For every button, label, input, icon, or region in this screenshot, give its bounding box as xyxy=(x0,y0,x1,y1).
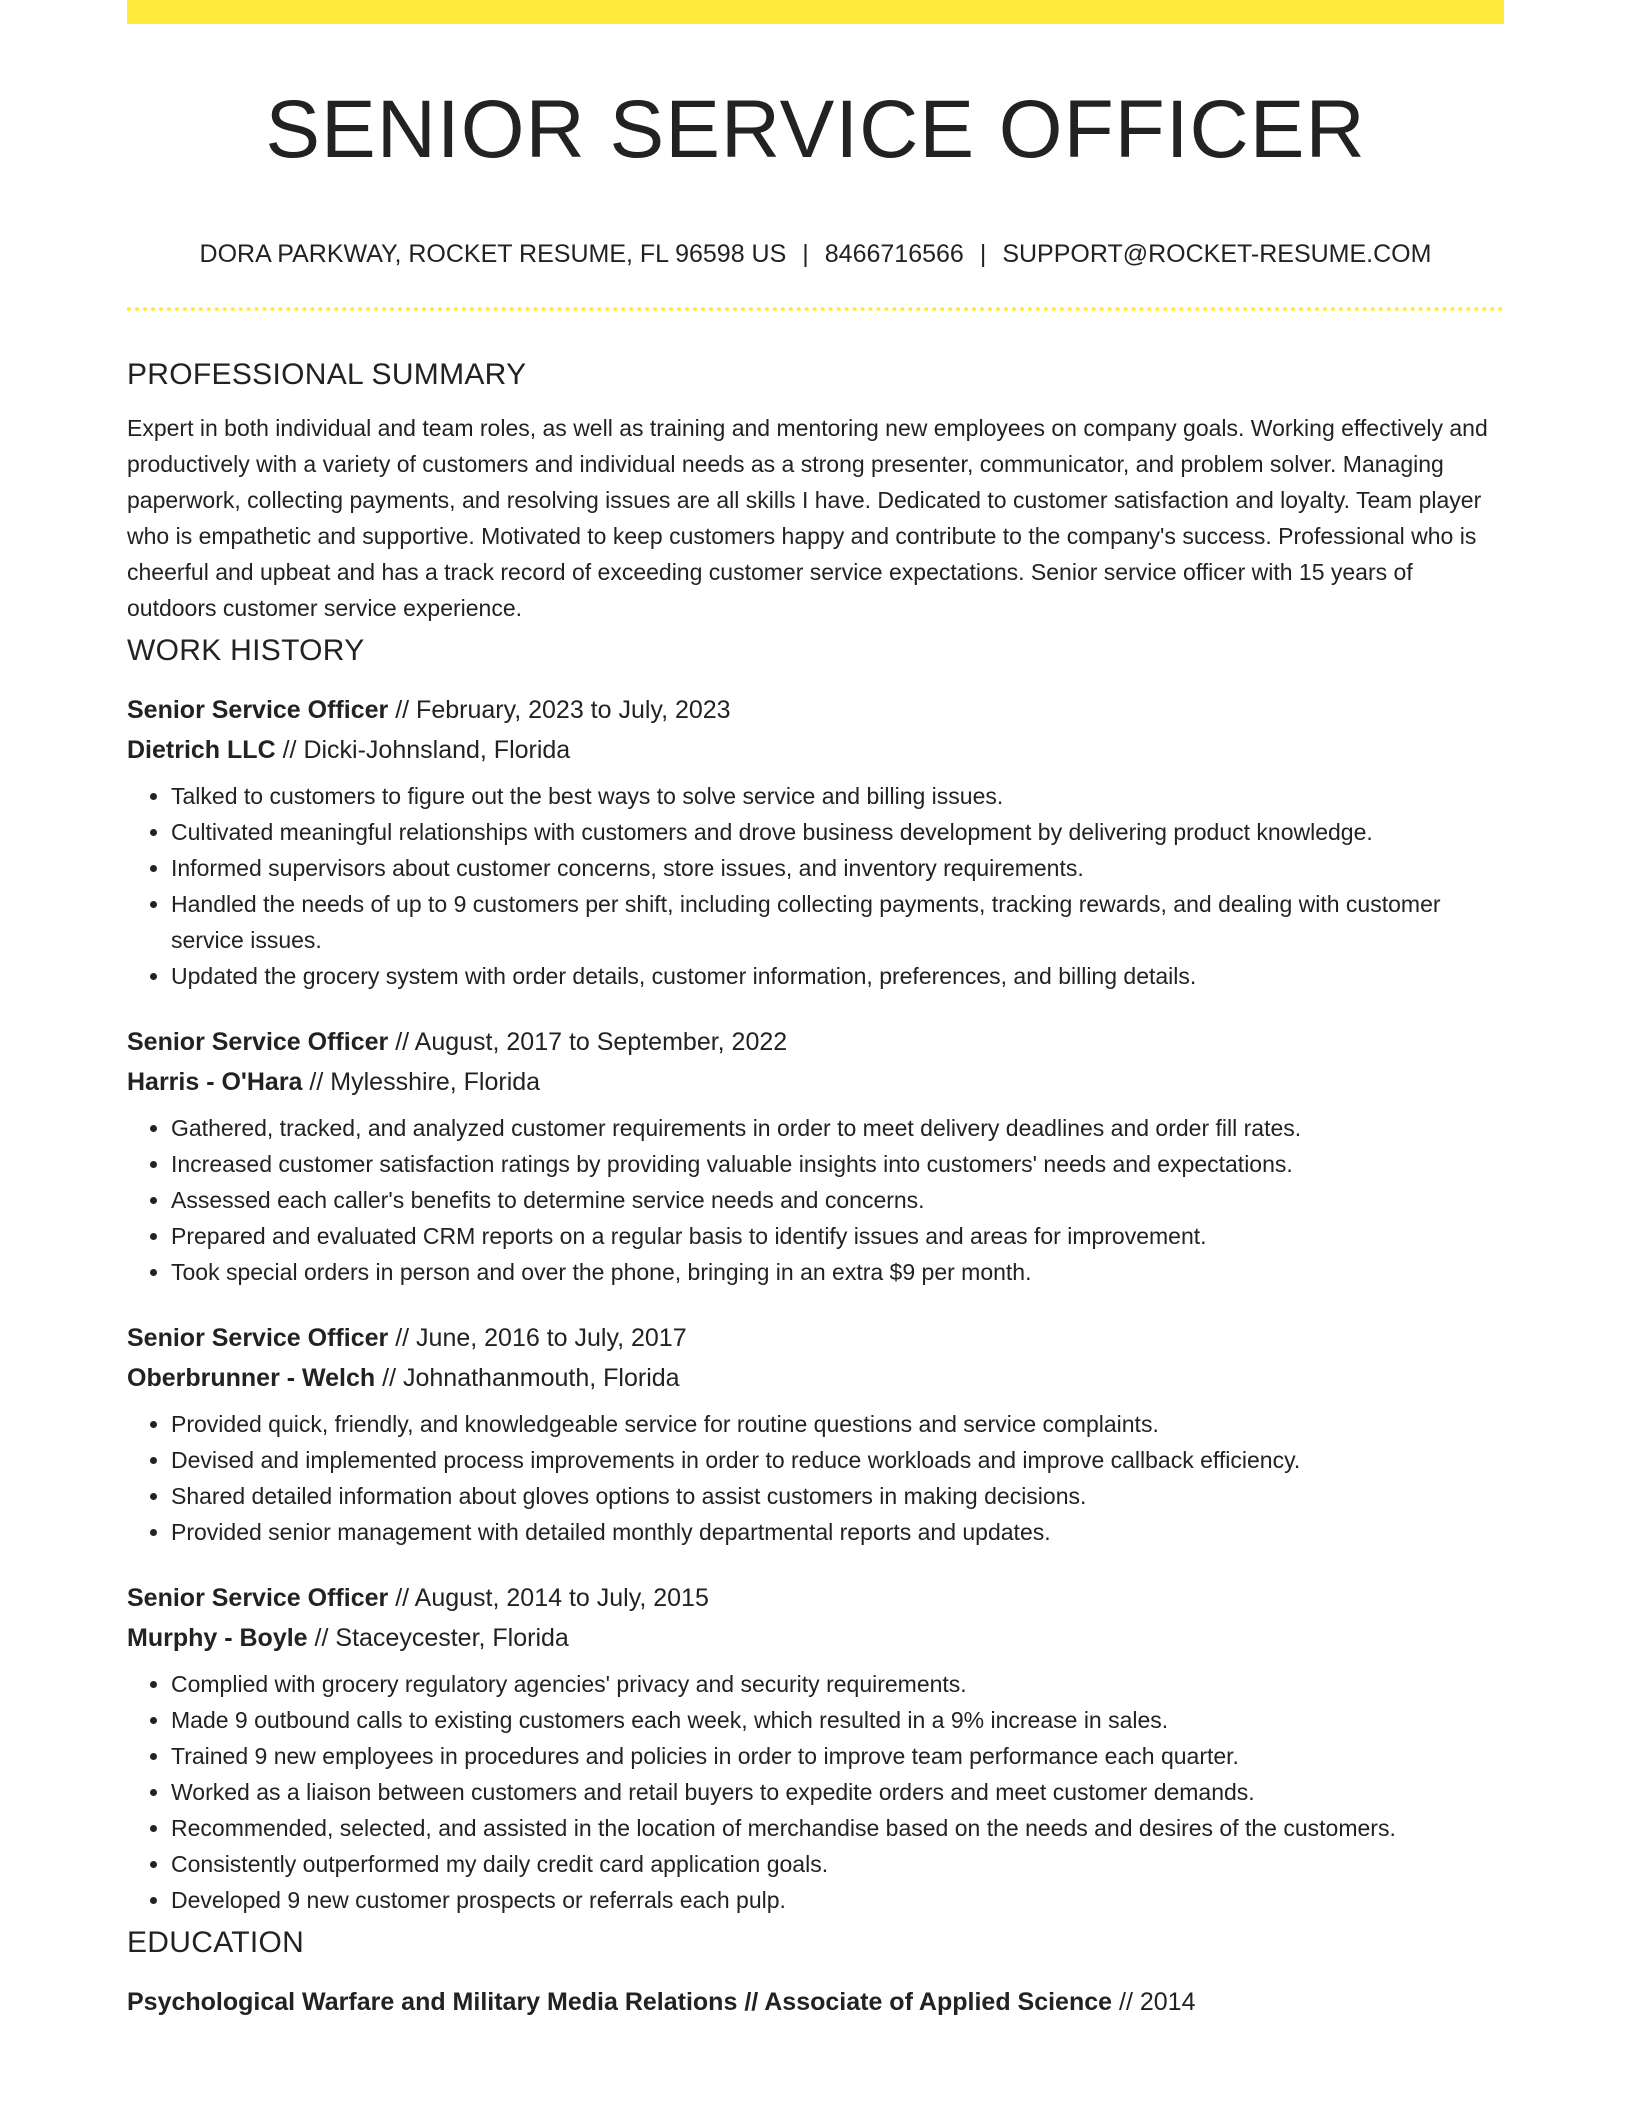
job-company-line xyxy=(127,1618,1504,1658)
job-bullet: • Trained 9 new employees in procedures and policies in order to improve team performance each quarter. xyxy=(171,1738,1504,1774)
job-bullet: • Recommended, selected, and assisted in the location of merchandise based on the needs and desires of the customers. xyxy=(171,1810,1504,1846)
contact-separator: | xyxy=(802,240,809,268)
job-bullet: • Talked to customers to figure out the best ways to solve service and billing issues. xyxy=(171,778,1504,814)
job-dates: February, 2023 to July, 2023 xyxy=(416,696,731,724)
job-company-line xyxy=(127,1358,1504,1398)
job-divider: // xyxy=(395,1028,410,1056)
contact-email: SUPPORT@ROCKET-RESUME.COM xyxy=(1002,240,1432,268)
contact-address: DORA PARKWAY, ROCKET RESUME, FL 96598 US xyxy=(199,240,787,268)
job-location: Johnathanmouth, Florida xyxy=(403,1364,680,1392)
education-degree: Associate of Applied Science xyxy=(764,1988,1113,2016)
job-entry xyxy=(127,690,1504,994)
summary-text: Expert in both individual and team roles, as well as training and mentoring new employees on company goals. Working effectively and productively with a variety of customers and individual needs as a strong presenter, communicator, and problem solver. Managing paperwork, collecting payments, and resolving issues are all skills I have. Dedicated to customer satisfaction and loyalty. Team player who is empathetic and supportive. Motivated to keep customers happy and contribute to the company's success. Professional who is cheerful and upbeat and has a track record of exceeding customer service expectations. Senior service officer with 15 years of outdoors customer service experience. xyxy=(127,415,1488,621)
dotted-divider xyxy=(127,307,1504,311)
job-location: Dicki-Johnsland, Florida xyxy=(303,736,571,764)
work-history-heading: WORK HISTORY xyxy=(127,634,365,667)
resume-title: SENIOR SERVICE OFFICER xyxy=(265,84,1366,175)
job-company-line xyxy=(127,1062,1504,1102)
job-title: Senior Service Officer xyxy=(127,696,389,724)
education-heading: EDUCATION xyxy=(127,1926,305,1959)
job-divider: // xyxy=(395,1324,410,1352)
job-company: Harris - O'Hara xyxy=(127,1068,303,1096)
job-title: Senior Service Officer xyxy=(127,1584,389,1612)
job-bullet: • Provided quick, friendly, and knowledgeable service for routine questions and service complaints. xyxy=(171,1406,1504,1442)
job-bullet: • Increased customer satisfaction ratings by providing valuable insights into customers' needs and expectations. xyxy=(171,1146,1504,1182)
job-bullet: • Took special orders in person and over the phone, bringing in an extra $9 per month. xyxy=(171,1254,1504,1290)
job-company: Oberbrunner - Welch xyxy=(127,1364,376,1392)
work-history-list xyxy=(127,690,1504,1918)
job-dates: August, 2014 to July, 2015 xyxy=(414,1584,709,1612)
education-year-divider: // xyxy=(1119,1988,1133,2016)
job-entry xyxy=(127,1318,1504,1550)
contact-phone: 8466716566 xyxy=(824,240,964,268)
job-bullet: • Worked as a liaison between customers and retail buyers to expedite orders and meet customer demands. xyxy=(171,1774,1504,1810)
job-entry xyxy=(127,1578,1504,1918)
education-field: Psychological Warfare and Military Media Relations xyxy=(127,1988,738,2016)
job-bullet: • Provided senior management with detailed monthly departmental reports and updates. xyxy=(171,1514,1504,1550)
job-bullet: • Complied with grocery regulatory agencies' privacy and security requirements. xyxy=(171,1666,1504,1702)
job-bullet: • Handled the needs of up to 9 customers per shift, including collecting payments, tracking rewards, and dealing with customer service issues. xyxy=(171,886,1504,958)
education-year: 2014 xyxy=(1139,1988,1196,2016)
job-bullet: • Assessed each caller's benefits to determine service needs and concerns. xyxy=(171,1182,1504,1218)
job-title-line xyxy=(127,690,1504,730)
job-bullets xyxy=(127,1406,1504,1550)
job-bullet: • Cultivated meaningful relationships with customers and drove business development by delivering product knowledge. xyxy=(171,814,1504,850)
education-entry xyxy=(127,1982,1504,2022)
job-title: Senior Service Officer xyxy=(127,1324,389,1352)
job-dates: August, 2017 to September, 2022 xyxy=(414,1028,788,1056)
job-location: Staceycester, Florida xyxy=(335,1624,569,1652)
job-divider: // xyxy=(314,1624,329,1652)
summary-heading: PROFESSIONAL SUMMARY xyxy=(127,358,527,391)
contact-line xyxy=(127,236,1504,272)
job-bullet: • Prepared and evaluated CRM reports on a regular basis to identify issues and areas for improvement. xyxy=(171,1218,1504,1254)
job-company: Dietrich LLC xyxy=(127,736,276,764)
job-entry xyxy=(127,1022,1504,1290)
job-bullet: • Informed supervisors about customer concerns, store issues, and inventory requirements. xyxy=(171,850,1504,886)
job-bullet: • Shared detailed information about gloves options to assist customers in making decisions. xyxy=(171,1478,1504,1514)
job-divider: // xyxy=(395,1584,410,1612)
job-bullets xyxy=(127,1666,1504,1918)
job-title-line xyxy=(127,1578,1504,1618)
job-company: Murphy - Boyle xyxy=(127,1624,308,1652)
job-title-line xyxy=(127,1318,1504,1358)
job-bullet: • Updated the grocery system with order details, customer information, preferences, and billing details. xyxy=(171,958,1504,994)
job-divider: // xyxy=(309,1068,324,1096)
job-bullets xyxy=(127,1110,1504,1290)
job-bullet: • Developed 9 new customer prospects or referrals each pulp. xyxy=(171,1882,1504,1918)
resume-content xyxy=(127,350,1504,2022)
job-bullets xyxy=(127,778,1504,994)
job-title-line xyxy=(127,1022,1504,1062)
job-bullet: • Consistently outperformed my daily credit card application goals. xyxy=(171,1846,1504,1882)
top-accent-bar xyxy=(127,0,1504,24)
job-location: Mylesshire, Florida xyxy=(330,1068,541,1096)
contact-separator: | xyxy=(979,240,987,268)
education-divider: // xyxy=(744,1988,759,2016)
job-title: Senior Service Officer xyxy=(127,1028,389,1056)
job-company-line xyxy=(127,730,1504,770)
job-divider: // xyxy=(382,1364,397,1392)
job-bullet: • Made 9 outbound calls to existing customers each week, which resulted in a 9% increase in sales. xyxy=(171,1702,1504,1738)
job-bullet: • Gathered, tracked, and analyzed customer requirements in order to meet delivery deadlines and order fill rates. xyxy=(171,1110,1504,1146)
job-divider: // xyxy=(395,696,410,724)
job-divider: // xyxy=(282,736,297,764)
job-dates: June, 2016 to July, 2017 xyxy=(416,1324,687,1352)
job-bullet: • Devised and implemented process improvements in order to reduce workloads and improve callback efficiency. xyxy=(171,1442,1504,1478)
